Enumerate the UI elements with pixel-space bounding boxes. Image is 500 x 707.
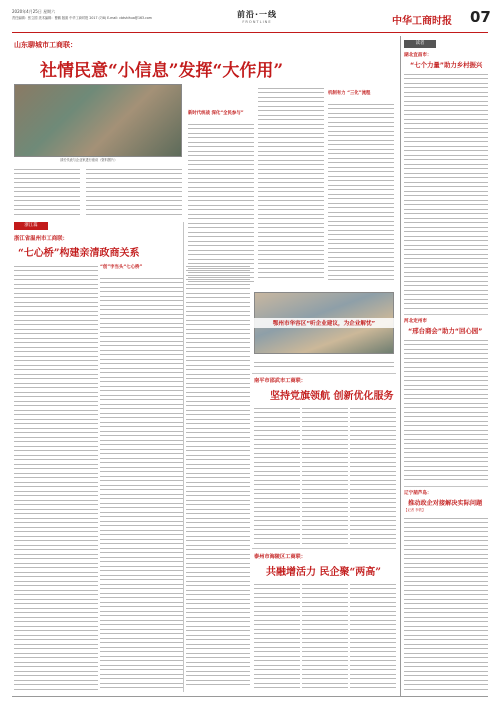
mid-subhead: “创”字当头“七心桥” bbox=[100, 265, 143, 270]
piece1-kicker: 湖北宜昌市： bbox=[404, 53, 432, 58]
right-divider-2 bbox=[404, 486, 488, 487]
main-article-col1b bbox=[86, 165, 182, 217]
piece3-body bbox=[404, 514, 488, 692]
section-label bbox=[202, 9, 312, 24]
footer-rule bbox=[12, 696, 488, 697]
nanping-title: 坚持党旗领航 创新优化服务 bbox=[270, 391, 394, 402]
right-divider-1 bbox=[404, 314, 488, 315]
main-title: 社情民意“小信息”发挥“大作用” bbox=[40, 61, 284, 81]
piece2-kicker: 河北定州市 bbox=[404, 319, 427, 324]
main-article-col3 bbox=[258, 84, 324, 284]
column-rule bbox=[183, 222, 184, 692]
taizhou-col3 bbox=[350, 580, 396, 692]
page-number: 07 bbox=[470, 8, 491, 26]
right-column-rule bbox=[400, 36, 401, 696]
mid-title: “七心桥”构建亲清政商关系 bbox=[18, 248, 140, 259]
piece3-title: 推动政企对接解决实际问题 bbox=[408, 500, 483, 507]
taizhou-col1 bbox=[254, 580, 300, 692]
column-tag: 读者 bbox=[404, 40, 436, 48]
nanping-col2 bbox=[302, 404, 348, 544]
piece2-title: “邢台商会”助力“回心园” bbox=[408, 327, 483, 335]
ezhou-title: 鄂州市华容区“听企业建议，为企业解忧” bbox=[254, 318, 394, 328]
piece1-title: “七个力量”助力乡村振兴 bbox=[410, 61, 483, 69]
piece1-body bbox=[404, 70, 488, 310]
main-article-col4 bbox=[328, 84, 394, 284]
main-article-col1 bbox=[14, 165, 80, 217]
nanping-col1 bbox=[254, 404, 300, 544]
editor-line: 责任编辑：张立国 美术编辑：曹鹏 版面 中华工商时报 2017 (7/8) E-mail: cbtshihua@163.com bbox=[12, 16, 152, 20]
piece3-sub: 【记者 李铁】 bbox=[404, 508, 426, 512]
taizhou-col2 bbox=[302, 580, 348, 692]
wenzhou-col3 bbox=[186, 262, 250, 692]
piece3-kicker: 辽宁葫芦岛： bbox=[404, 491, 432, 496]
page-header bbox=[12, 8, 491, 32]
main-kicker: 山东聊城市工商联： bbox=[14, 41, 77, 49]
subhead-2: 机制有力 “三化”流程 bbox=[328, 91, 371, 96]
main-photo bbox=[14, 84, 182, 157]
side-label: 浙江篇 bbox=[14, 222, 48, 230]
taizhou-kicker: 泰州市海陵区工商联： bbox=[254, 554, 306, 560]
section-cn: 前沿·一线 bbox=[236, 10, 278, 19]
mid-kicker: 浙江省温州市工商联： bbox=[14, 236, 68, 242]
piece2-body bbox=[404, 336, 488, 482]
taizhou-title: 共融增活力 民企聚“两高” bbox=[266, 567, 381, 578]
main-article-col2 bbox=[188, 84, 254, 284]
photo-caption: 部长代表与企业家进行座谈（资料图片） bbox=[60, 158, 118, 162]
issue-date: 2020年4月25日 星期六 bbox=[12, 9, 56, 14]
nanping-kicker: 南平市邵武市工商联： bbox=[254, 378, 306, 384]
nanping-col3 bbox=[350, 404, 396, 544]
section-tag: FRONTLINE bbox=[242, 20, 272, 24]
paper-name: 中华工商时报 bbox=[392, 16, 452, 27]
section-divider-2 bbox=[252, 548, 396, 549]
wenzhou-col2 bbox=[100, 262, 184, 692]
ezhou-caption bbox=[254, 358, 394, 368]
subhead-1: 新时代统战 深化“全民参与” bbox=[188, 111, 244, 116]
wenzhou-col1 bbox=[14, 262, 98, 692]
header-rule bbox=[12, 32, 488, 33]
section-divider bbox=[252, 373, 396, 374]
